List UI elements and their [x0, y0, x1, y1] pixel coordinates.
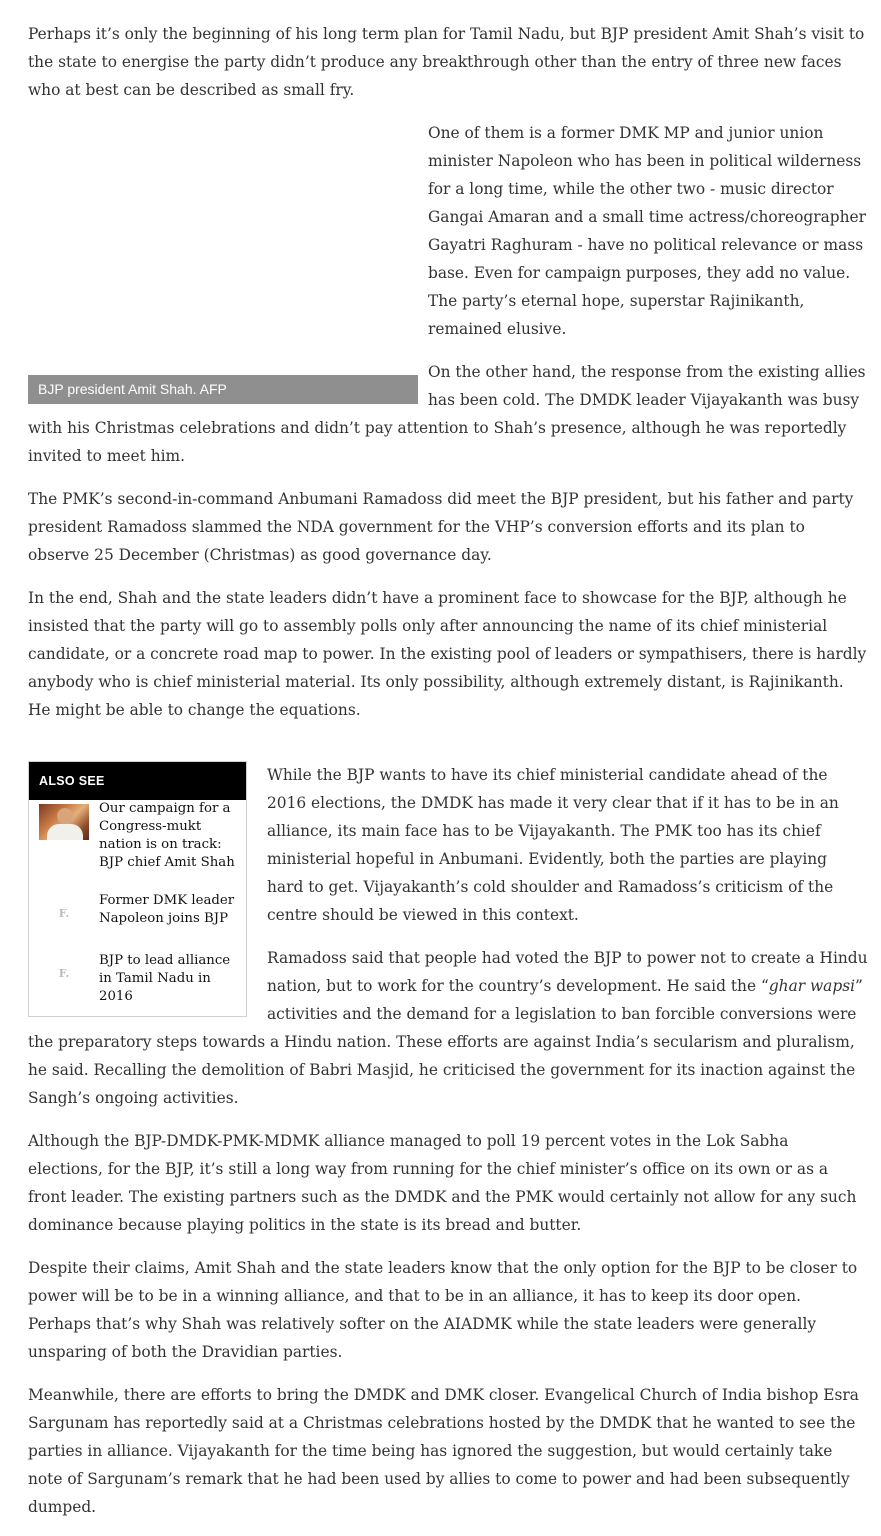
also-see-item[interactable] [29, 952, 246, 1006]
paragraph-7-part-1: Ramadoss said that people had voted the BJP to power not to create a Hindu nation, but to work for the country’s development. He said the “ [267, 949, 868, 995]
firstpost-logo-icon[interactable]: F. [58, 907, 70, 920]
paragraph-6: While the BJP wants to have its chief ministerial candidate ahead of the 2016 elections, the DMDK has made it very clear that if it has to be in an alliance, its main face has to be Vijayakanth. The PMK too has its chief ministerial hopeful in Anbumani. Evidently, both the parties are playing hard to get. Vijayakanth’s cold shoulder and Ramadoss’s criticism of the centre should be viewed in this context. [267, 766, 839, 924]
paragraph-8: Although the BJP-DMDK-PMK-MDMK alliance managed to poll 19 percent votes in the Lok Sabha elections, for the BJP, it’s still a long way from running for the chief minister’s office on its own or as a front leader. The existing partners such as the DMDK and the PMK would certainly not allow for any such dominance because playing politics in the state is its bread and butter. [28, 1132, 857, 1234]
also-see-link[interactable]: Our campaign for a Congress-mukt nation is on track: BJP chief Amit Shah [99, 801, 235, 870]
also-see-link[interactable]: BJP to lead alliance in Tamil Nadu in 2016 [99, 953, 231, 1004]
also-see-link[interactable]: Former DMK leader Napoleon joins BJP [99, 893, 235, 926]
lead-image [28, 126, 418, 404]
paragraph-9: Despite their claims, Amit Shah and the state leaders know that the only option for the BJP to be closer to power will be to be in a winning alliance, and that to be in an alliance, it has to keep its door open. Perhaps that’s why Shah was relatively softer on the AIADMK while the state leaders were generally unsparing of both the Dravidian parties. [28, 1259, 858, 1361]
paragraph-10: Meanwhile, there are efforts to bring the DMDK and DMK closer. Evangelical Church of India bishop Esra Sargunam has reportedly said at a Christmas celebrations hosted by the DMDK that he wanted to see the parties in alliance. Vijayakanth for the time being has ignored the suggestion, but would certainly take note of Sargunam’s remark that he had been used by allies to come to power and had been subsequently dumped. [28, 1386, 859, 1516]
article-body [28, 20, 868, 1536]
ghar-wapsi-emphasis: ghar wapsi [768, 977, 856, 995]
also-see-header: ALSO SEE [29, 762, 246, 800]
paragraph-4: The PMK’s second-in-command Anbumani Ramadoss did meet the BJP president, but his father and party president Ramadoss slammed the NDA government for the VHP’s conversion efforts and its plan to observe 25 December (Christmas) as good governance day. [28, 490, 854, 564]
firstpost-logo-icon[interactable]: F. [58, 967, 70, 980]
paragraph-3: On the other hand, the response from the existing allies has been cold. The DMDK leader Vijayakanth was busy with his Christmas celebrations and didn’t pay attention to Shah’s presence, although he was reportedly invited to meet him. [28, 363, 866, 465]
also-see-item[interactable] [29, 800, 246, 872]
paragraph-7-part-2: ” activities and the demand for a legislation to ban forcible conversions were the preparatory steps towards a Hindu nation. These efforts are against India’s secularism and pluralism, he said. Recalling the demolition of Babri Masjid, he criticised the government for its inaction against the Sangh’s ongoing activities. [28, 977, 863, 1107]
paragraph-5: In the end, Shah and the state leaders didn’t have a prominent face to showcase for the BJP, although he insisted that the party will go to assembly polls only after announcing the name of its chief ministerial candidate, or a concrete road map to power. In the existing pool of leaders or sympathisers, there is hardly anybody who is chief ministerial material. Its only possibility, although extremely distant, is Rajinikanth. He might be able to change the equations. [28, 589, 867, 719]
paragraph-1: Perhaps it’s only the beginning of his long term plan for Tamil Nadu, but BJP president Amit Shah’s visit to the state to energise the party didn’t produce any breakthrough other than the entry of three new faces who at best can be described as small fry. [28, 25, 865, 99]
image-caption: BJP president Amit Shah. AFP [28, 375, 418, 404]
amit-shah-thumbnail[interactable] [39, 804, 89, 840]
also-see-item[interactable] [29, 892, 246, 932]
paragraph-2: One of them is a former DMK MP and junior union minister Napoleon who has been in political wilderness for a long time, while the other two - music director Gangai Amaran and a small time actress/choreographer Gayatri Raghuram - have no political relevance or mass base. Even for campaign purposes, they add no value. The party’s eternal hope, superstar Rajinikanth, remained elusive. [428, 124, 867, 338]
also-see-box [28, 761, 247, 1017]
